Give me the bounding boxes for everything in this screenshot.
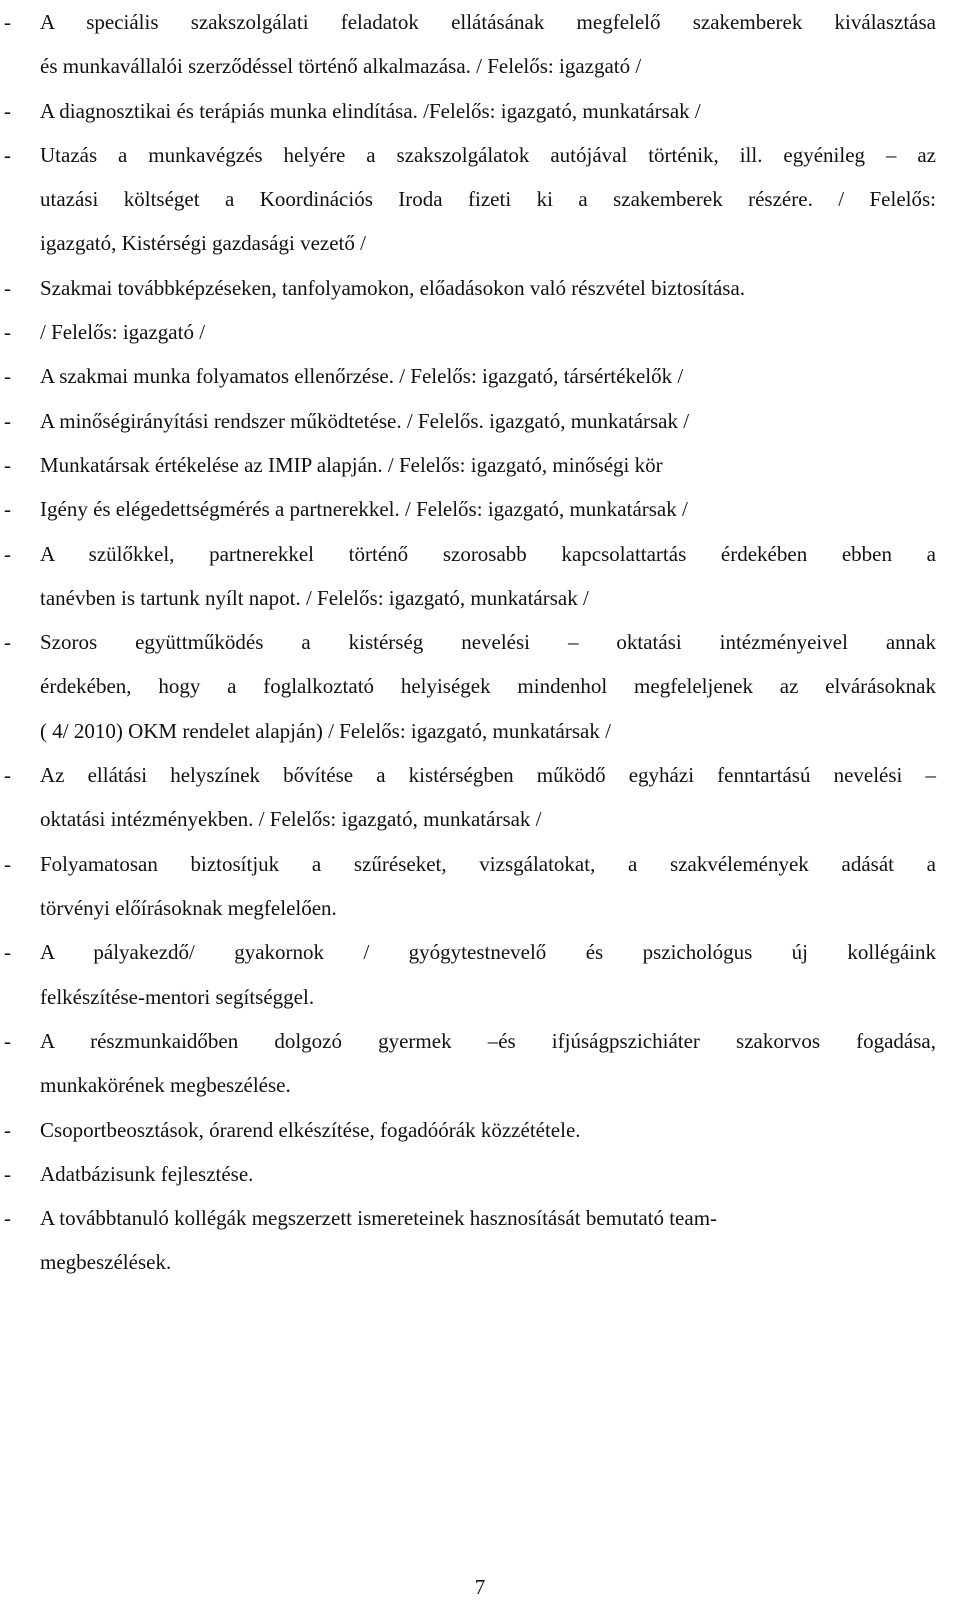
list-item (0, 133, 960, 266)
list-item-line: Csoportbeosztások, órarend elkészítése, fogadóórák közzététele. (40, 1117, 581, 1142)
list-item-line: Munkatársak értékelése az IMIP alapján. / Felelős: igazgató, minőségi kör (40, 453, 663, 477)
list-item (0, 753, 960, 842)
list-item (0, 1152, 960, 1196)
list-item-line: Folyamatosan biztosítjuk a szűréseket, vizsgálatokat, a szakvélemények adását a (40, 851, 936, 876)
list-dash: - (4, 497, 11, 522)
list-item (0, 1108, 960, 1152)
list-item-line: A speciális szakszolgálati feladatok ellátásának megfelelő szakemberek kiválasztása (40, 10, 936, 34)
list-item-line: oktatási intézményekben. / Felelős: igazgató, munkatársak / (40, 807, 542, 832)
list-item-line: A diagnosztikai és terápiás munka elindítása. /Felelős: igazgató, munkatársak / (40, 98, 701, 123)
list-item-line: tanévben is tartunk nyílt napot. / Felelős: igazgató, munkatársak / (40, 585, 589, 610)
list-item (0, 487, 960, 531)
list-item-line: Utazás a munkavégzés helyére a szakszolgálatok autójával történik, ill. egyénileg – az (40, 142, 936, 167)
list-item (0, 1196, 960, 1285)
list-item-line: törvényi előírásoknak megfelelően. (40, 895, 337, 920)
list-item-line: A minőségirányítási rendszer működtetése. / Felelős. igazgató, munkatársak / (40, 408, 690, 433)
list-item-line: igazgató, Kistérségi gazdasági vezető / (40, 231, 366, 256)
list-dash: - (4, 1117, 11, 1142)
list-item (0, 266, 960, 310)
list-item-line: A szülőkkel, partnerekkel történő szorosabb kapcsolattartás érdekében ebben a (40, 541, 936, 566)
list-dash: - (4, 275, 11, 300)
list-dash: - (4, 940, 11, 965)
list-dash: - (4, 851, 11, 876)
list-dash: - (4, 1161, 11, 1186)
list-item-line: Igény és elégedettségmérés a partnerekkel. / Felelős: igazgató, munkatársak / (40, 497, 688, 522)
list-dash: - (4, 364, 11, 389)
list-dash: - (4, 541, 11, 566)
list-item-line: / Felelős: igazgató / (40, 320, 206, 345)
list-item (0, 842, 960, 931)
list-item (0, 0, 960, 89)
list-item (0, 443, 960, 487)
list-item-line: Szoros együttműködés a kistérség nevelési – oktatási intézményeivel annak (40, 630, 936, 655)
list-item-line: A pályakezdő/ gyakornok / gyógytestnevelő és pszichológus új kollégáink (40, 940, 936, 965)
list-item (0, 620, 960, 753)
list-dash: - (4, 98, 11, 123)
list-item (0, 89, 960, 133)
list-item (0, 354, 960, 398)
list-dash: - (4, 320, 11, 345)
list-item (0, 930, 960, 1019)
list-item (0, 399, 960, 443)
list-item-line: Adatbázisunk fejlesztése. (40, 1161, 254, 1186)
list-dash: - (4, 763, 11, 788)
list-dash: - (4, 408, 11, 433)
list-item-line: utazási költséget a Koordinációs Iroda fizeti ki a szakemberek részére. / Felelős: (40, 187, 936, 212)
list-item-line: megbeszélések. (40, 1250, 172, 1275)
list-dash: - (4, 1206, 11, 1231)
list-item (0, 532, 960, 621)
list-dash: - (4, 630, 11, 655)
list-dash: - (4, 1028, 11, 1053)
list-item-line: Szakmai továbbképzéseken, tanfolyamokon, előadásokon való részvétel biztosítása. (40, 275, 746, 300)
list-item (0, 1019, 960, 1108)
list-item-line: A részmunkaidőben dolgozó gyermek –és ifjúságpszichiáter szakorvos fogadása, (40, 1028, 936, 1053)
list-dash: - (4, 453, 11, 477)
page-number: 7 (474, 1575, 486, 1599)
list-item-line: A szakmai munka folyamatos ellenőrzése. / Felelős: igazgató, társértékelők / (40, 364, 684, 389)
list-item-line: ( 4/ 2010) OKM rendelet alapján) / Felelős: igazgató, munkatársak / (40, 718, 611, 743)
list-item-line: Az ellátási helyszínek bővítése a kistérségben működő egyházi fenntartású nevelési – (40, 763, 936, 788)
list-item-line: érdekében, hogy a foglalkoztató helyiségek mindenhol megfeleljenek az elvárásoknak (40, 674, 936, 699)
list-dash: - (4, 142, 11, 167)
list-item-line: A továbbtanuló kollégák megszerzett ismereteinek hasznosítását bemutató team- (40, 1206, 718, 1231)
list-item-line: és munkavállalói szerződéssel történő alkalmazása. / Felelős: igazgató / (40, 54, 642, 79)
list-item-line: munkakörének megbeszélése. (40, 1073, 291, 1098)
list-item (0, 310, 960, 354)
list-item-line: felkészítése-mentori segítséggel. (40, 984, 315, 1009)
list-dash: - (4, 10, 11, 34)
